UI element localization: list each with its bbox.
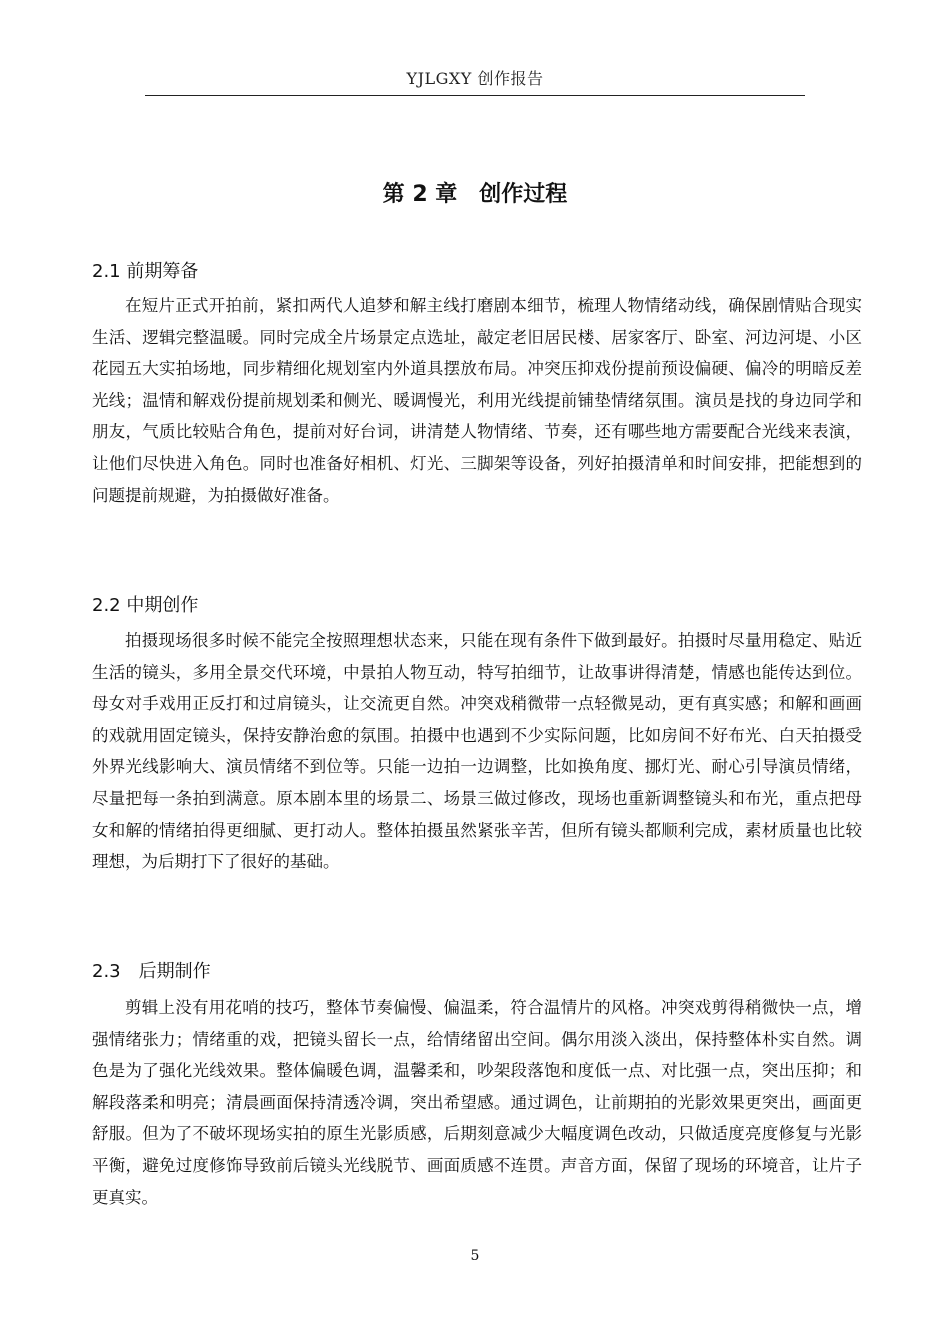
page-number: 5 [470, 1248, 480, 1264]
running-header: YJLGXY 创作报告 [406, 69, 544, 88]
section-paragraph-2-1: 在短片正式开拍前，紧扣两代人追梦和解主线打磨剧本细节，梳理人物情绪动线，确保剧情贴合现实生活、逻辑完整温暖。同时完成全片场景定点选址，敲定老旧居民楼、居家客厅、卧室、河边河堤、小区花园五大实拍场地，同步精细化规划室内外道具摆放布局。冲突压抑戏份提前预设偏硬、偏冷的明暗反差光线；温情和解戏份提前规划柔和侧光、暖调慢光，利用光线提前铺垫情绪氛围。演员是找的身边同学和朋友，气质比较贴合角色，提前对好台词，讲清楚人物情绪、节奏，还有哪些地方需要配合光线来表演，让他们尽快进入角色。同时也准备好相机、灯光、三脚架等设备，列好拍摄清单和时间安排，把能想到的问题提前规避，为拍摄做好准备。 [92, 296, 862, 505]
section-heading-2-3: 2.3 后期制作 [92, 961, 211, 982]
section-paragraph-2-3: 剪辑上没有用花哨的技巧，整体节奏偏慢、偏温柔，符合温情片的风格。冲突戏剪得稍微快一点，增强情绪张力；情绪重的戏，把镜头留长一点，给情绪留出空间。偶尔用淡入淡出，保持整体朴实自然。调色是为了强化光线效果。整体偏暖色调，温馨柔和，吵架段落饱和度低一点、对比强一点，突出压抑；和解段落柔和明亮；清晨画面保持清透冷调，突出希望感。通过调色，让前期拍的光影效果更突出，画面更舒服。但为了不破坏现场实拍的原生光影质感，后期刻意减少大幅度调色改动，只做适度亮度修复与光影平衡，避免过度修饰导致前后镜头光线脱节、画面质感不连贯。声音方面，保留了现场的环境音，让片子更真实。 [92, 998, 862, 1207]
chapter-title: 第 2 章 创作过程 [382, 182, 568, 207]
section-heading-2-2: 2.2 中期创作 [92, 595, 199, 616]
section-heading-2-1: 2.1 前期筹备 [92, 261, 199, 282]
section-paragraph-2-2: 拍摄现场很多时候不能完全按照理想状态来，只能在现有条件下做到最好。拍摄时尽量用稳定、贴近生活的镜头，多用全景交代环境，中景拍人物互动，特写拍细节，让故事讲得清楚，情感也能传达到位。母女对手戏用正反打和过肩镜头，让交流更自然。冲突戏稍微带一点轻微晃动，更有真实感；和解和画画的戏就用固定镜头，保持安静治愈的氛围。拍摄中也遇到不少实际问题，比如房间不好布光、白天拍摄受外界光线影响大、演员情绪不到位等。只能一边拍一边调整，比如换角度、挪灯光、耐心引导演员情绪，尽量把每一条拍到满意。原本剧本里的场景二、场景三做过修改，现场也重新调整镜头和布光，重点把母女和解的情绪拍得更细腻、更打动人。整体拍摄虽然紧张辛苦，但所有镜头都顺利完成，素材质量也比较理想，为后期打下了很好的基础。 [92, 631, 862, 872]
header-rule [145, 95, 805, 96]
